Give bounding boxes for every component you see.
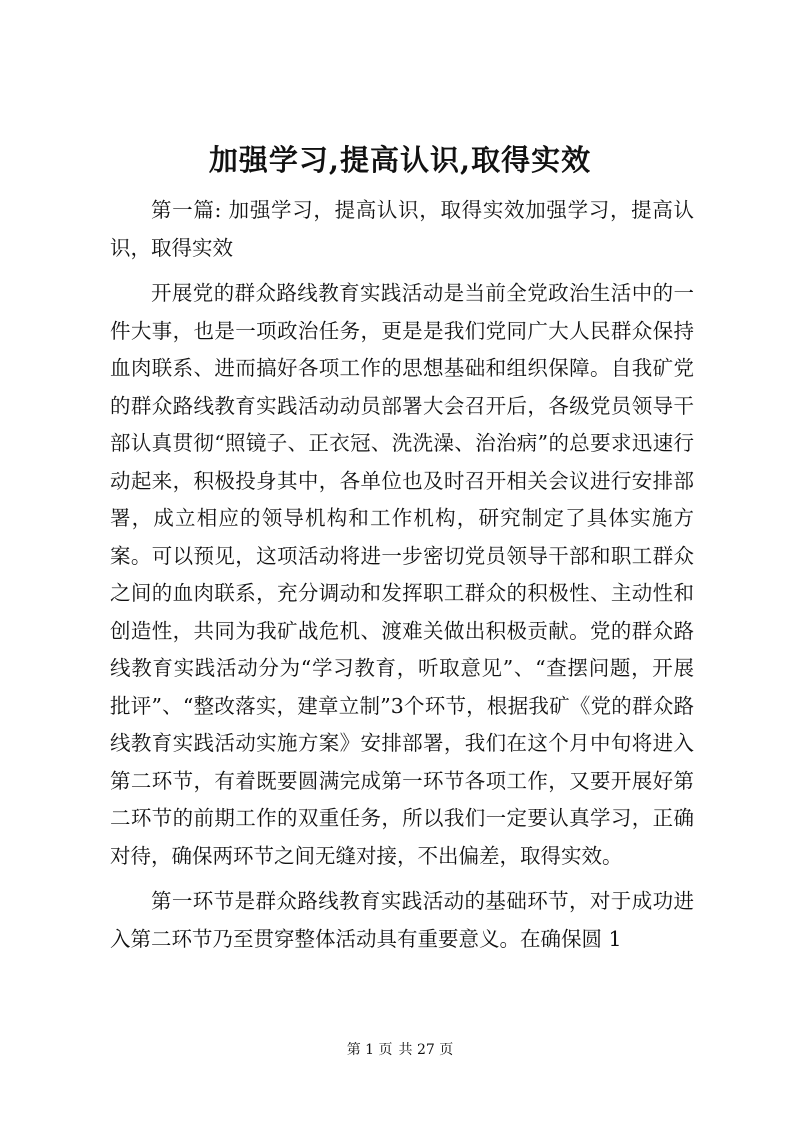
page-footer [0,1040,800,1060]
paragraph-2: 开展党的群众路线教育实践活动是当前全党政治生活中的一件大事，也是一项政治任务，更是是我们党同广大人民群众保持血肉联系、进而搞好各项工作的思想基础和组织保障。自我矿党的群众路线教育实践活动动员部署大会召开后，各级党员领导干部认真贯彻“照镜子、正衣冠、洗洗澡、治治病”的总要求迅速行动起来，积极投身其中，各单位也及时召开相关会议进行安排部署，成立相应的领导机构和工作机构，研究制定了具体实施方案。可以预见，这项活动将进一步密切党员领导干部和职工群众之间的血肉联系，充分调动和发挥职工群众的积极性、主动性和创造性，共同为我矿战危机、渡难关做出积极贡献。党的群众路线教育实践活动分为“学习教育，听取意见”、“查摆问题，开展批评”、“整改落实，建章立制”3个环节，根据我矿《党的群众路线教育实践活动实施方案》安排部署，我们在这个月中旬将进入第二环节，有着既要圆满完成第一环节各项工作，又要开展好第二环节的前期工作的双重任务，所以我们一定要认真学习，正确对待，确保两环节之间无缝对接，不出偏差，取得实效。 [110,281,694,868]
document-body [110,192,694,958]
page-number: 第 1 页 [346,1042,393,1058]
total-pages: 共 27 页 [398,1042,454,1058]
document-title: 加强学习,提高认识,取得实效 [208,143,592,177]
paragraph-1: 第一篇: 加强学习，提高认识，取得实效加强学习，提高认识，取得实效 [110,198,694,260]
paragraph-3: 第一环节是群众路线教育实践活动的基础环节，对于成功进入第二环节乃至贯穿整体活动具有重要意义。在确保圆 1 [110,889,694,951]
